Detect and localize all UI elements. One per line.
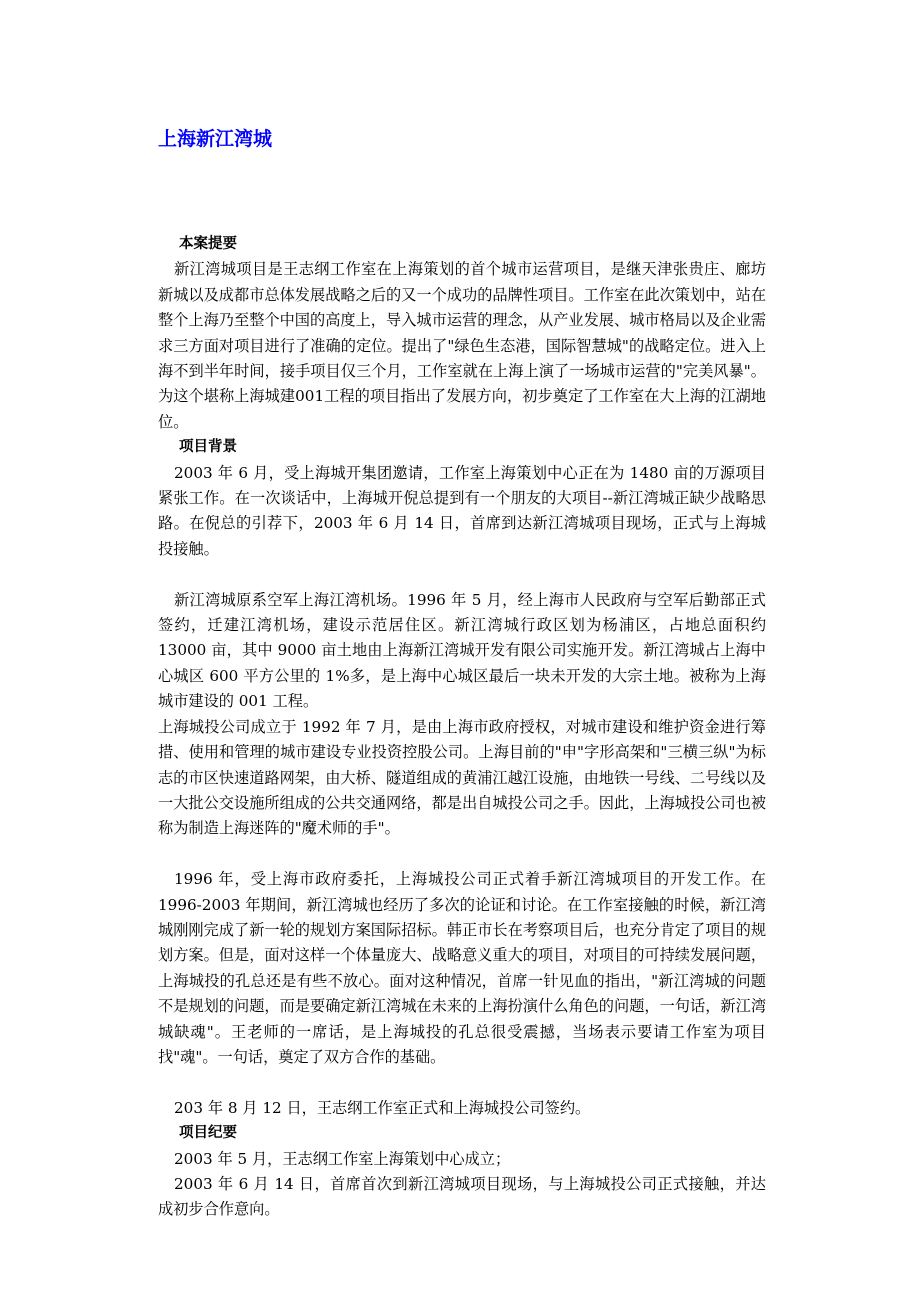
paragraph-spacer	[158, 1070, 766, 1095]
paragraph-spacer	[158, 562, 766, 587]
timeline-item: 2003 年 6 月 14 日，首席首次到新江湾城项目现场，与上海城投公司正式接触，并达成初步合作意向。	[158, 1174, 766, 1219]
background-heading: 项目背景	[179, 439, 237, 456]
summary-paragraph: 新江湾城项目是王志纲工作室在上海策划的首个城市运营项目，是继天津张贵庄、廊坊新城以及成都市总体发展战略之后的又一个成功的品牌性项目。工作室在此次策划中，站在整个上海乃至整个中国的高度上，导入城市运营的理念，从产业发展、城市格局以及企业需求三方面对项目进行了准确的定位。提出了"绿色生态港，国际智慧城"的战略定位。进入上海不到半年时间，接手项目仅三个月，工作室就在上海上演了一场城市运营的"完美风暴"。为这个堪称上海城建001工程的项目指出了发展方向，初步奠定了工作室在大上海的江湖地位。	[158, 260, 766, 431]
paragraph-spacer	[158, 842, 766, 867]
summary-heading: 本案提要	[179, 236, 237, 252]
background-paragraph-4: 1996 年，受上海市政府委托，上海城投公司正式着手新江湾城项目的开发工作。在 1996-2003 年期间，新江湾城也经历了多次的论证和讨论。在工作室接触的时候，新江湾城刚刚完成了新一轮的规划方案国际招标。韩正市长在考察项目后，也充分肯定了项目的规划方案。但是，面对这样一个体量庞大、战略意义重大的项目，对项目的可持续发展问题，上海城投的孔总还是有些不放心。面对这种情况，首席一针见血的指出，"新江湾城的问题不是规划的问题，而是要确定新江湾城在未来的上海扮演什么角色的问题，一句话，新江湾城缺魂"。王老师的一席话，是上海城投的孔总很受震撼，当场表示要请工作室为项目找"魂"。一句话，奠定了双方合作的基础。	[158, 870, 766, 1066]
document-body	[158, 232, 766, 1223]
background-paragraph-3: 上海城投公司成立于 1992 年 7 月，是由上海市政府授权，对城市建设和维护资金进行筹措、使用和管理的城市建设专业投资控股公司。上海目前的"申"字形高架和"三横三纵"为标志的市区快速道路网架，由大桥、隧道组成的黄浦江越江设施，由地铁一号线、二号线以及一大批公交设施所组成的公共交通网络，都是出自城投公司之手。因此，上海城投公司也被称为制造上海迷阵的"魔术师的手"。	[158, 717, 766, 838]
background-paragraph-2: 新江湾城原系空军上海江湾机场。1996 年 5 月，经上海市人民政府与空军后勤部正式签约，迁建江湾机场，建设示范居住区。新江湾城行政区划为杨浦区，占地总面积约 13000 亩，其中 9000 亩土地由上海新江湾城开发有限公司实施开发。新江湾城占上海中心城区 600 平方公里的 1%多，是上海中心城区最后一块未开发的大宗土地。被称为上海城市建设的 001 工程。	[158, 590, 766, 711]
document-title: 上海新江湾城	[158, 128, 273, 150]
timeline-heading: 项目纪要	[179, 1125, 237, 1142]
background-paragraph-5: 203 年 8 月 12 日，王志纲工作室正式和上海城投公司签约。	[174, 1098, 591, 1117]
background-paragraph-1: 2003 年 6 月，受上海城开集团邀请，工作室上海策划中心正在为 1480 亩的万源项目紧张工作。在一次谈话中，上海城开倪总提到有一个朋友的大项目--新江湾城正缺少战略思路。在倪总的引荐下，2003 年 6 月 14 日，首席到达新江湾城项目现场，正式与上海城投接触。	[158, 463, 766, 558]
timeline-item: 2003 年 5 月，王志纲工作室上海策划中心成立；	[174, 1149, 511, 1168]
